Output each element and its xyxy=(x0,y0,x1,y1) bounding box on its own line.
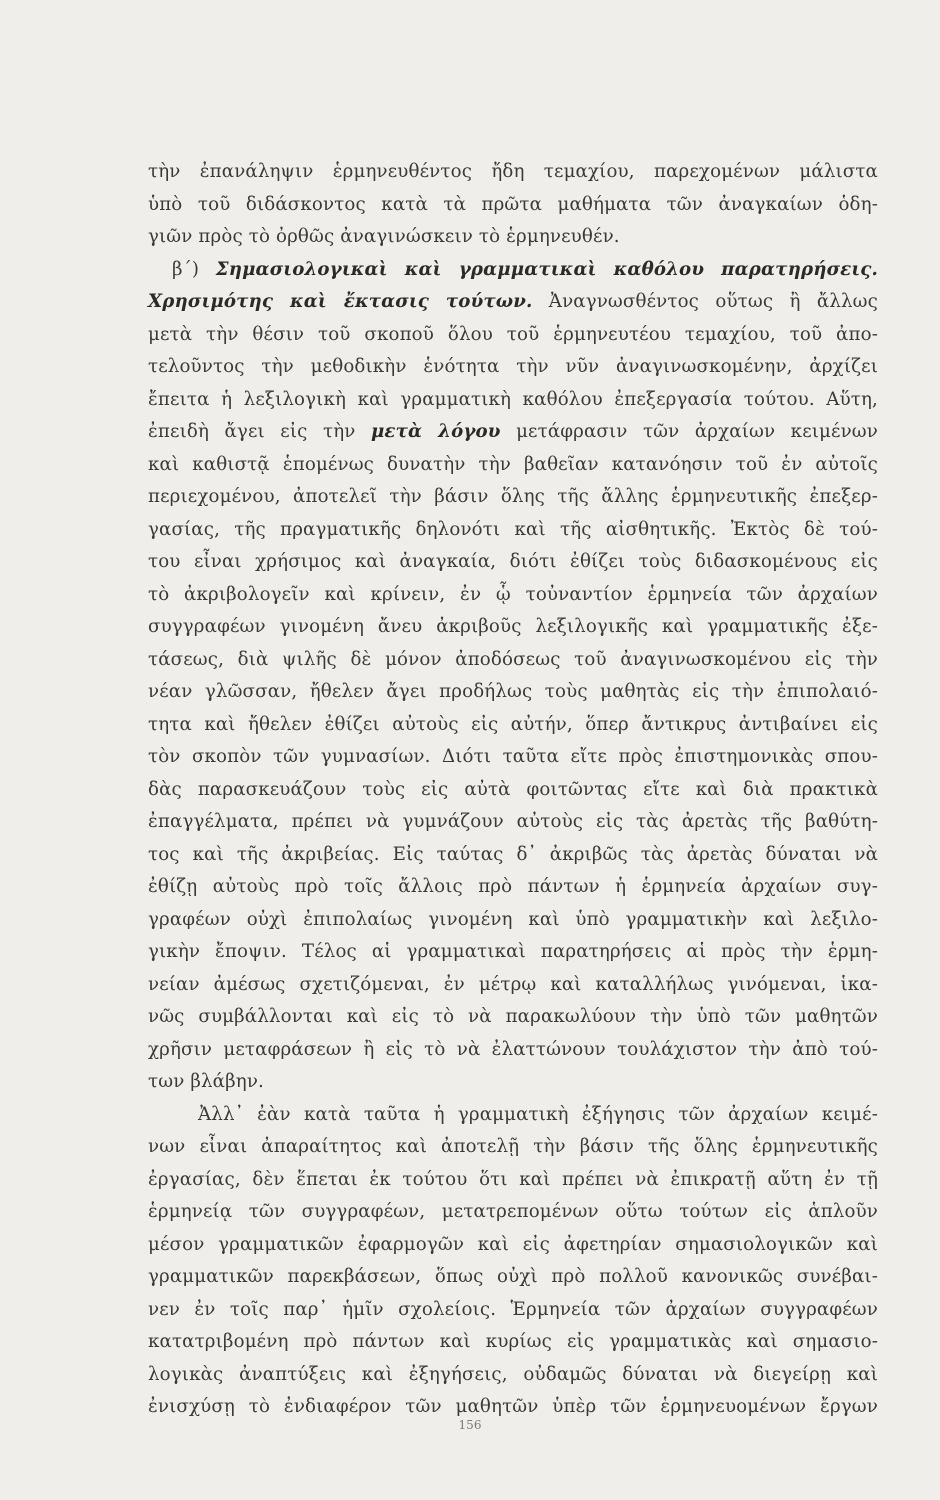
text-line: τος καὶ τῆς ἀκριβείας. Εἰς ταύτας δ᾽ ἀκριβῶς τὰς ἀρετὰς δύναται νὰ xyxy=(148,843,878,865)
text-line: ἐπαγγέλματα, πρέπει νὰ γυμνάζουν αὐτοὺς εἰς τὰς ἀρετὰς τῆς βαθύτη- xyxy=(148,811,878,832)
text-line: κατατριβομένη πρὸ πάντων καὶ κυρίως εἰς γραμματικὰς καὶ σημασιο- xyxy=(148,1331,878,1352)
text-line: νεν ἐν τοῖς παρ᾽ ἡμῖν σχολείοις. Ἑρμηνεία τῶν ἀρχαίων συγγραφέων xyxy=(148,1298,878,1320)
section-number: β΄) xyxy=(172,258,216,280)
text-line: του εἶναι χρήσιμος καὶ ἀναγκαία, διότι ἐθίζει τοὺς διδασκομένους εἰς xyxy=(148,551,878,572)
line-text: Ἀναγνωσθέντος οὕτως ἢ ἄλλως xyxy=(532,291,878,312)
text-line: τὸ ἀκριβολογεῖν καὶ κρίνειν, ἐν ᾧ τοὐναντίον ἑρμηνεία τῶν ἀρχαίων xyxy=(148,583,878,605)
text-line: των βλάβην. xyxy=(148,1071,264,1092)
text-line: τελοῦντος τὴν μεθοδικὴν ἑνότητα τὴν νῦν ἀναγινωσκομένην, ἀρχίζει xyxy=(148,356,878,377)
text-line xyxy=(148,286,878,319)
line-text: ἐπειδὴ ἄγει εἰς τὴν xyxy=(148,421,371,442)
text-line: τὸν σκοπὸν τῶν γυμνασίων. Διότι ταῦτα εἴτε πρὸς ἐπιστημονικὰς σπου- xyxy=(148,746,878,767)
text-line: μετὰ τὴν θέσιν τοῦ σκοποῦ ὅλου τοῦ ἑρμηνευτέου τεμαχίου, τοῦ ἀπο- xyxy=(148,323,878,345)
text-line: γραφέων οὐχὶ ἐπιπολαίως γινομένη καὶ ὑπὸ γραμματικὴν καὶ λεξιλο- xyxy=(148,908,878,930)
text-line: συγγραφέων γινομένη ἄνευ ἀκριβοῦς λεξιλογικῆς καὶ γραμματικῆς ἐξε- xyxy=(148,616,878,637)
text-line: λογικὰς ἀναπτύξεις καὶ ἐξηγήσεις, οὐδαμῶς δύναται νὰ διεγείρῃ καὶ xyxy=(148,1363,878,1385)
text-line: γραμματικῶν παρεκβάσεων, ὅπως οὐχὶ πρὸ πολλοῦ κανονικῶς συνέβαι- xyxy=(148,1266,878,1287)
text-line: νέαν γλῶσσαν, ἤθελεν ἄγει προδήλως τοὺς μαθητὰς εἰς τὴν ἐπιπολαιό- xyxy=(148,681,878,702)
text-line xyxy=(148,416,878,449)
section-subheading: Χρησιμότης καὶ ἔκτασις τούτων. xyxy=(148,291,533,312)
text-line: ἐργασίας, δὲν ἕπεται ἐκ τούτου ὅτι καὶ πρέπει νὰ ἐπικρατῇ αὕτη ἐν τῇ xyxy=(148,1168,878,1190)
paragraph-start-line: Ἀλλ᾽ ἐὰν κατὰ ταῦτα ἡ γραμματικὴ ἐξήγησις τῶν ἀρχαίων κειμέ- xyxy=(198,1103,878,1125)
text-line: ἐνισχύσῃ τὸ ἐνδιαφέρον τῶν μαθητῶν ὑπὲρ τῶν ἑρμηνευομένων ἔργων xyxy=(148,1396,878,1417)
text-line: νων εἶναι ἀπαραίτητος καὶ ἀποτελῇ τὴν βάσιν τῆς ὅλης ἑρμηνευτικῆς xyxy=(148,1136,878,1157)
body-text xyxy=(148,156,878,1424)
text-line: ἑρμηνείᾳ τῶν συγγραφέων, μετατρεπομένων οὕτω τούτων εἰς ἁπλοῦν xyxy=(148,1201,878,1222)
text-line: γασίας, τῆς πραγματικῆς δηλονότι καὶ τῆς αἰσθητικῆς. Ἐκτὸς δὲ τού- xyxy=(148,518,878,540)
text-line: γιῶν πρὸς τὸ ὀρθῶς ἀναγινώσκειν τὸ ἑρμηνευθέν. xyxy=(148,226,620,247)
text-line: ἐθίζῃ αὐτοὺς πρὸ τοῖς ἄλλοις πρὸ πάντων ἡ ἑρμηνεία ἀρχαίων συγ- xyxy=(148,876,878,897)
text-line: περιεχομένου, ἀποτελεῖ τὴν βάσιν ὅλης τῆς ἄλλης ἑρμηνευτικῆς ἐπεξερ- xyxy=(148,486,878,507)
text-line: νείαν ἀμέσως σχετιζόμεναι, ἐν μέτρῳ καὶ καταλλήλως γινόμεναι, ἱκα- xyxy=(148,973,878,995)
text-line: τὴν ἐπανάληψιν ἑρμηνευθέντος ἤδη τεμαχίου, παρεχομένων μάλιστα xyxy=(148,161,878,182)
text-line: ὑπὸ τοῦ διδάσκοντος κατὰ τὰ πρῶτα μαθήματα τῶν ἀναγκαίων ὁδη- xyxy=(148,193,878,215)
text-line: μέσον γραμματικῶν ἐφαρμογῶν καὶ εἰς ἀφετηρίαν σημασιολογικῶν καὶ xyxy=(148,1233,878,1255)
text-line: καὶ καθιστᾷ ἑπομένως δυνατὴν τὴν βαθεῖαν κατανόησιν τοῦ ἐν αὐτοῖς xyxy=(148,453,878,475)
text-line: νῶς συμβάλλονται καὶ εἰς τὸ νὰ παρακωλύουν τὴν ὑπὸ τῶν μαθητῶν xyxy=(148,1006,878,1027)
section-heading: Σημασιολογικαὶ καὶ γραμματικαὶ καθόλου παρατηρήσεις. xyxy=(215,258,878,280)
line-text: μετάφρασιν τῶν ἀρχαίων κειμένων xyxy=(500,421,878,442)
page-number: 156 xyxy=(458,1418,482,1432)
text-line: ἔπειτα ἡ λεξιλογικὴ καὶ γραμματικὴ καθόλου ἐπεξεργασία τούτου. Αὕτη, xyxy=(148,388,878,410)
section-heading-line xyxy=(148,254,878,287)
text-line: δὰς παρασκευάζουν τοὺς εἰς αὐτὰ φοιτῶντας εἴτε καὶ διὰ πρακτικὰ xyxy=(148,778,878,800)
emphasis-text: μετὰ λόγου xyxy=(370,421,501,442)
text-line: τάσεως, διὰ ψιλῆς δὲ μόνον ἀποδόσεως τοῦ ἀναγινωσκομένου εἰς τὴν xyxy=(148,648,878,670)
text-line: γικὴν ἔποψιν. Τέλος αἱ γραμματικαὶ παρατηρήσεις αἱ πρὸς τὴν ἑρμη- xyxy=(148,941,878,962)
text-line: τητα καὶ ἤθελεν ἐθίζει αὐτοὺς εἰς αὐτήν, ὅπερ ἄντικρυς ἀντιβαίνει εἰς xyxy=(148,713,878,735)
text-line: χρῆσιν μεταφράσεων ἢ εἰς τὸ νὰ ἐλαττώνουν τουλάχιστον τὴν ἀπὸ τού- xyxy=(148,1038,878,1060)
